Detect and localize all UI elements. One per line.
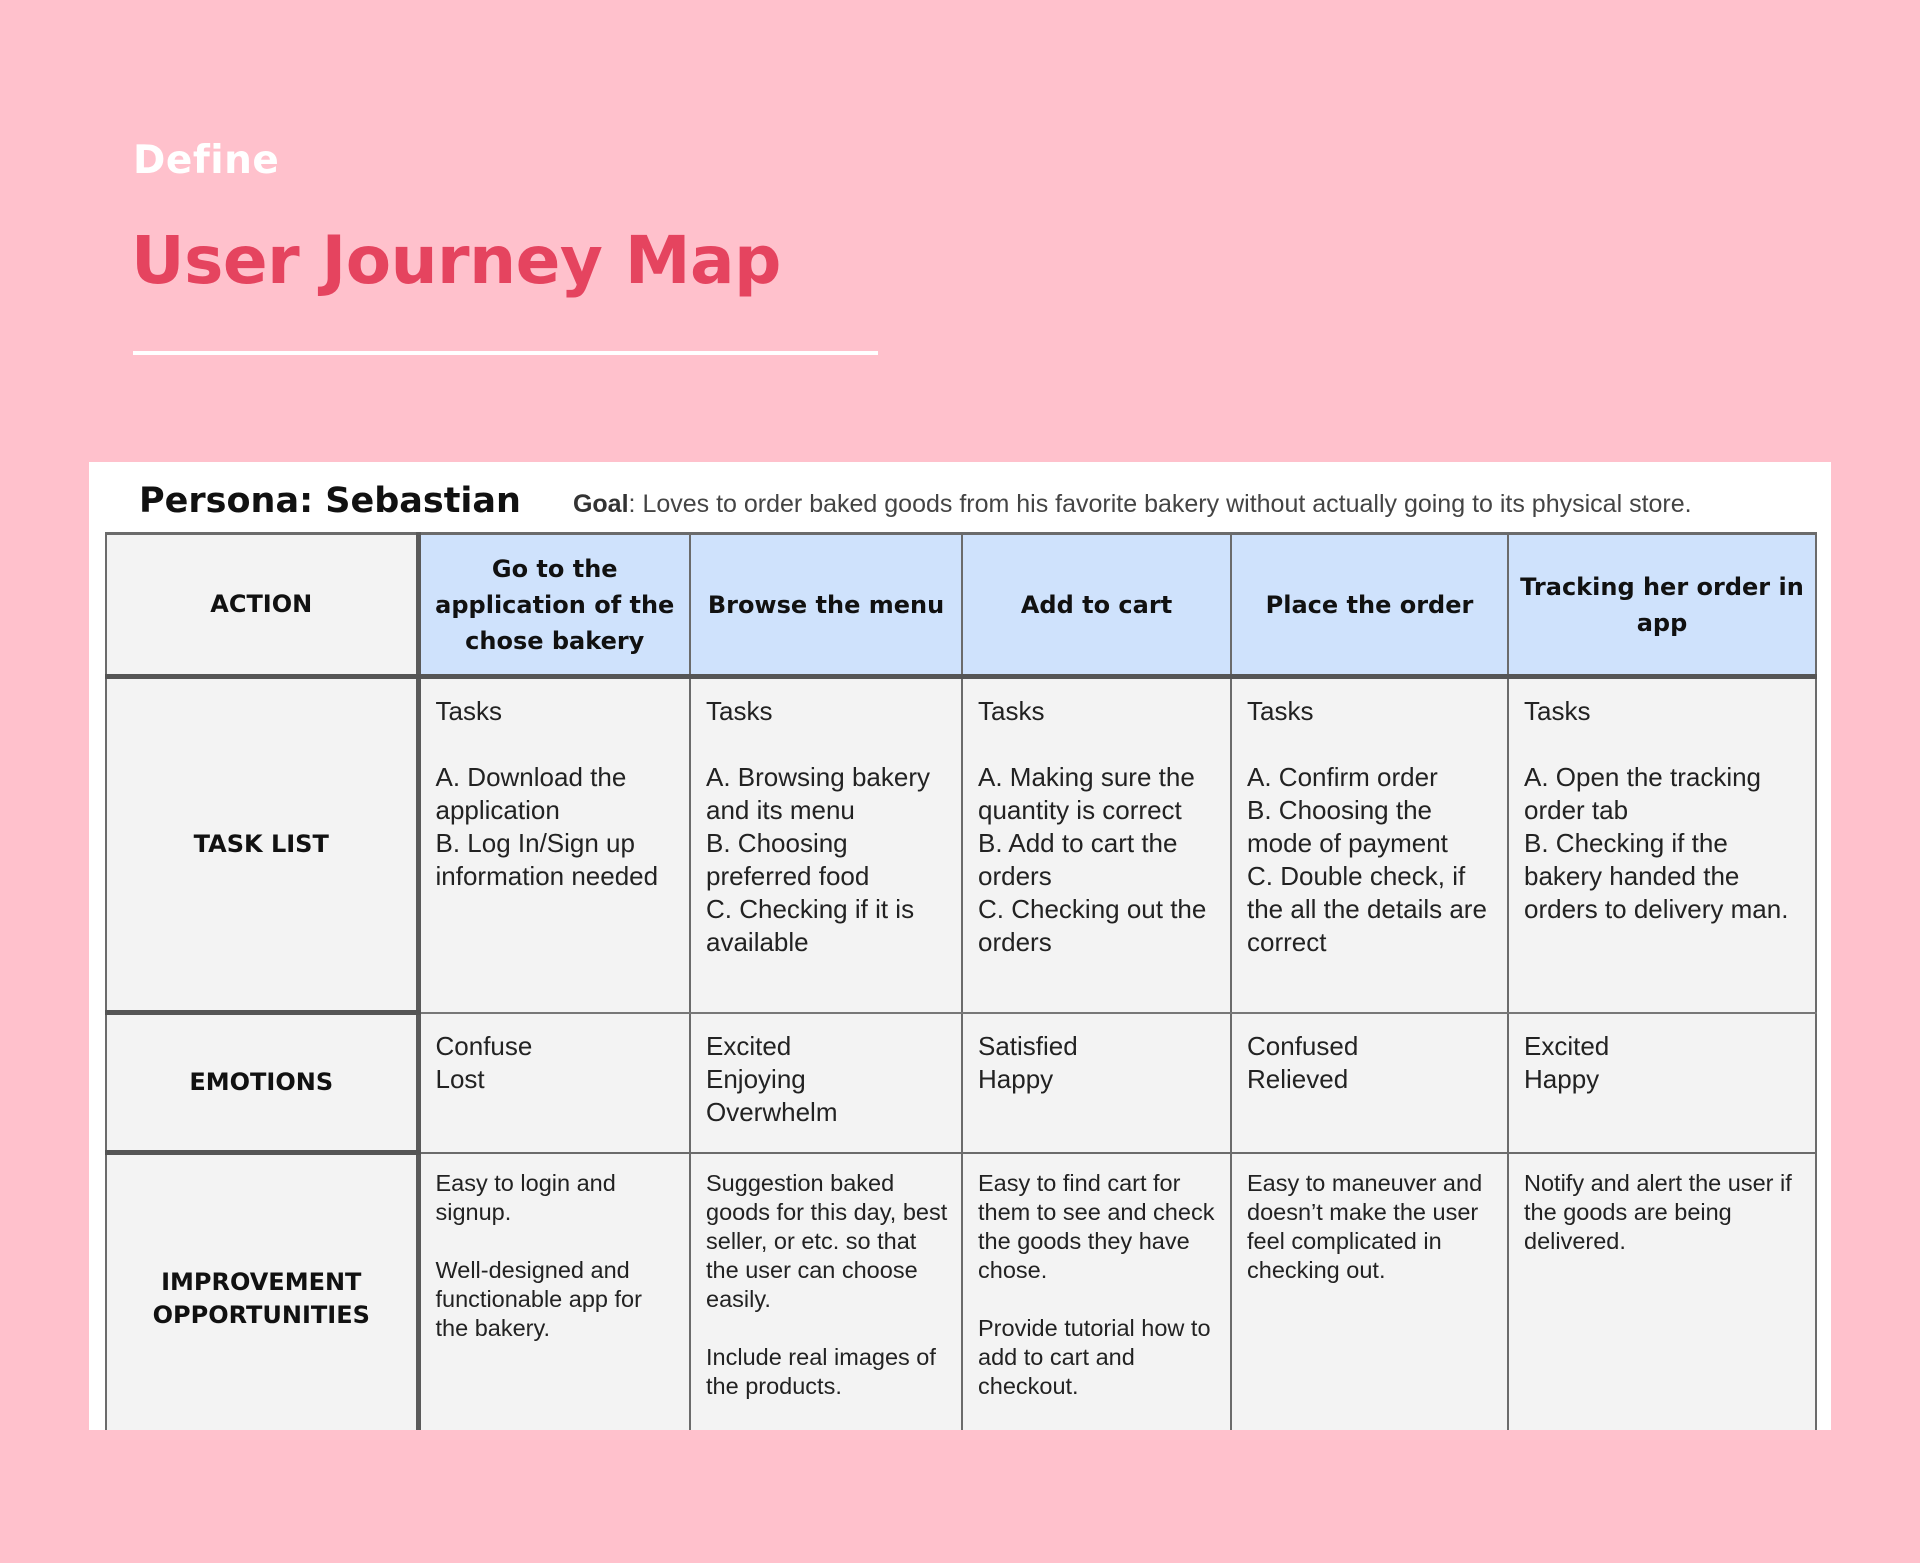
improvement-cell xyxy=(418,1153,690,1431)
improvement-cell xyxy=(1508,1153,1816,1431)
task-cell xyxy=(1508,677,1816,1013)
row-label-tasks: TASK LIST xyxy=(106,677,418,1013)
emotion-cell xyxy=(1508,1013,1816,1153)
emotion-cell xyxy=(690,1013,962,1153)
improvement-text: Easy to maneuver and doesn’t make the user feel complicated in checking out. xyxy=(1247,1169,1483,1283)
stage-header: Place the order xyxy=(1231,534,1508,677)
row-label-emotions: EMOTIONS xyxy=(106,1013,418,1153)
stage-header: Go to the application of the chose bakery xyxy=(418,534,690,677)
improvement-cell xyxy=(690,1153,962,1431)
emotions-row xyxy=(106,1013,1816,1153)
journey-map-card xyxy=(89,462,1831,1430)
action-row xyxy=(106,534,1816,677)
task-cell xyxy=(418,677,690,1013)
stage-header: Browse the menu xyxy=(690,534,962,677)
emotion-text: Excited Happy xyxy=(1524,1030,1610,1094)
persona-name: Persona: Sebastian xyxy=(139,481,521,521)
task-text: Tasks A. Confirm order B. Choosing the mode of payment C. Double check, if the all the details are correct xyxy=(1247,696,1487,957)
row-label-improvements: IMPROVEMENT OPPORTUNITIES xyxy=(106,1153,418,1431)
task-text: Tasks A. Browsing bakery and its menu B. Choosing preferred food C. Checking if it is available xyxy=(706,696,930,957)
emotion-cell xyxy=(418,1013,690,1153)
improvement-text: Suggestion baked goods for this day, best seller, or etc. so that the user can choose easily. Include real images of the products. xyxy=(706,1169,948,1399)
task-list-row xyxy=(106,677,1816,1013)
task-cell xyxy=(1231,677,1508,1013)
emotion-cell xyxy=(962,1013,1231,1153)
emotion-cell xyxy=(1231,1013,1508,1153)
emotion-text: Excited Enjoying Overwhelm xyxy=(706,1030,838,1127)
improvement-cell xyxy=(962,1153,1231,1431)
card-header xyxy=(139,476,1791,526)
improvement-text: Notify and alert the user if the goods are being delivered. xyxy=(1524,1169,1792,1254)
goal-label: Goal xyxy=(572,489,629,518)
emotion-text: Confused Relieved xyxy=(1247,1030,1359,1094)
improvement-text: Easy to login and signup. Well-designed and functionable app for the bakery. xyxy=(435,1169,642,1341)
journey-table xyxy=(105,532,1817,1430)
improvement-text: Easy to find cart for them to see and check the goods they have chose. Provide tutorial how to add to cart and checkout. xyxy=(978,1169,1215,1399)
improvement-row xyxy=(106,1153,1816,1431)
task-text: Tasks A. Download the application B. Log In/Sign up information needed xyxy=(435,696,659,891)
stage-header: Tracking her order in app xyxy=(1508,534,1816,677)
title-divider xyxy=(133,351,878,355)
stage-header: Add to cart xyxy=(962,534,1231,677)
task-cell xyxy=(962,677,1231,1013)
row-label-action: ACTION xyxy=(106,534,418,677)
task-cell xyxy=(690,677,962,1013)
task-text: Tasks A. Open the tracking order tab B. Checking if the bakery handed the orders to delivery man. xyxy=(1524,696,1789,924)
task-text: Tasks A. Making sure the quantity is correct B. Add to cart the orders C. Checking out the orders xyxy=(978,696,1207,957)
emotion-text: Satisfied Happy xyxy=(978,1030,1078,1094)
improvement-cell xyxy=(1231,1153,1508,1431)
goal-text: : Loves to order baked goods from his favorite bakery without actually going to its physical store. xyxy=(628,489,1692,518)
page-title: User Journey Map xyxy=(131,222,781,299)
page-eyebrow: Define xyxy=(133,138,280,183)
emotion-text: Confuse Lost xyxy=(435,1030,533,1094)
persona-goal xyxy=(573,484,1692,519)
